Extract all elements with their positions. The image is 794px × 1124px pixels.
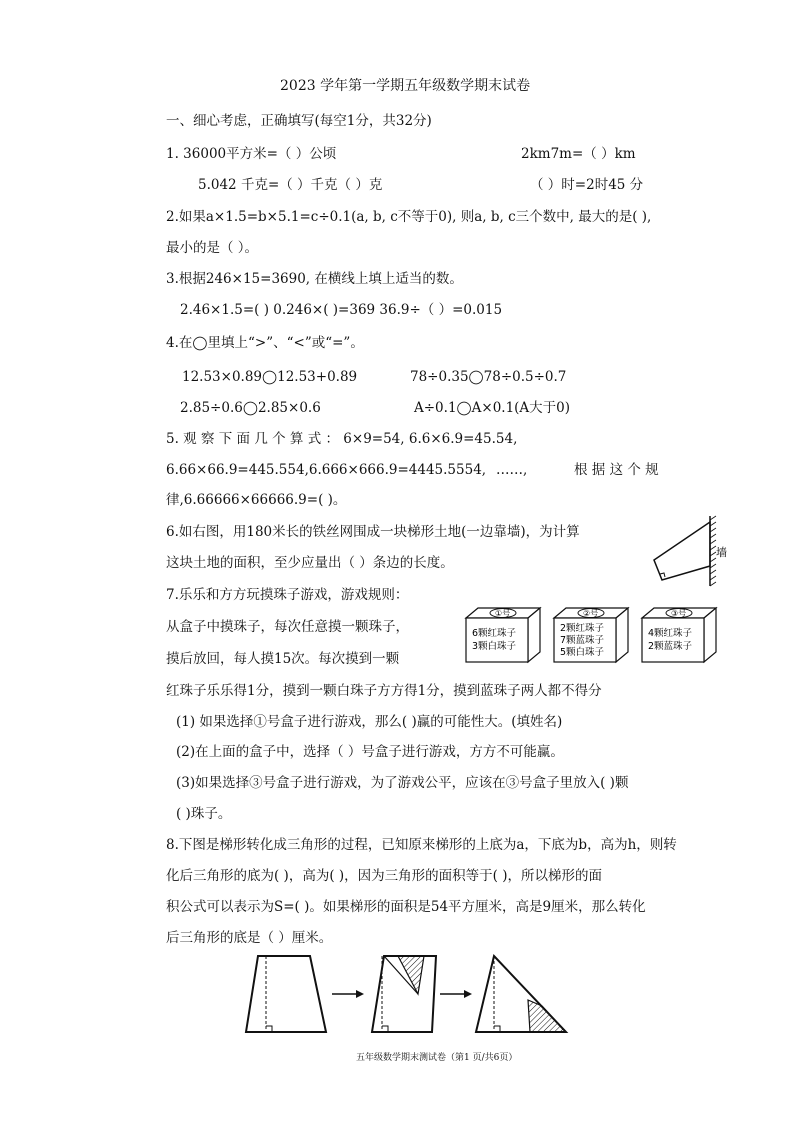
bead-box-2 (554, 606, 634, 666)
q1-line2-right: （ ）时=2时45 分 (530, 177, 644, 193)
box-3-label: ③号 (671, 609, 687, 618)
q5-line2-a: 6.66×66.9=445.554,6.666×666.9=4445.5554, (166, 462, 487, 478)
q5-line3: 律,6.66666×66666.9=( )。 (166, 492, 347, 508)
q3-line1: 3.根据246×15=3690, 在横线上填上适当的数。 (166, 271, 463, 287)
q7-line3: 摸后放回，每人摸15次。每次摸到一颗 (166, 651, 400, 667)
bead-box-1 (466, 606, 546, 666)
q7-sub2: (2)在上面的盒子中，选择（ ）号盒子进行游戏，方方不可能赢。 (176, 744, 564, 760)
box-1-line-2: 3颗白珠子 (472, 641, 517, 652)
q1-line2-left: 5.042 千克=（ ）千克（ ）克 (198, 177, 383, 193)
q4-line1: 4.在◯里填上“>”、“<”或“=”。 (166, 335, 364, 351)
box-2-line-2: 7颗蓝珠子 (560, 635, 605, 646)
box-3-line-2: 2颗蓝珠子 (648, 641, 693, 652)
q4-item2: 78÷0.35◯78÷0.5÷0.7 (410, 369, 567, 385)
q8-line1: 8.下图是梯形转化成三角形的过程，已知原来梯形的上底为a，下底为b，高为h，则转 (166, 837, 677, 853)
trapezoid-wall-figure (648, 514, 728, 594)
q7-sub1: (1) 如果选择①号盒子进行游戏，那么( )赢的可能性大。(填姓名) (176, 714, 563, 730)
q5-line1: 5. 观 察 下 面 几 个 算 式 ： 6×9=54, 6.6×6.9=45.54, (166, 431, 518, 447)
q7-line1: 7.乐乐和方方玩摸珠子游戏，游戏规则： (166, 587, 409, 603)
q1-line1-right: 2km7m=（ ）km (521, 146, 636, 162)
box-2-label: ②号 (583, 609, 599, 618)
q6-line1: 6.如右图，用180米长的铁丝网围成一块梯形土地(一边靠墙)，为计算 (166, 524, 580, 540)
box-3-line-1: 4颗红珠子 (648, 628, 693, 639)
q7-sub3-line2: ( )珠子。 (176, 806, 232, 822)
q7-sub3-line1: (3)如果选择③号盒子进行游戏，为了游戏公平，应该在③号盒子里放入( )颗 (176, 775, 629, 791)
page-footer: 五年级数学期末测试卷（第1 页/共6页） (356, 1053, 518, 1063)
q8-line3: 积公式可以表示为S=( )。如果梯形的面积是54平方厘米，高是9厘米，那么转化 (166, 899, 646, 915)
box-2-line-3: 5颗白珠子 (560, 647, 605, 658)
box-1-label: ①号 (495, 609, 511, 618)
q7-line4: 红珠子乐乐得1分，摸到一颗白珠子方方得1分，摸到蓝珠子两人都不得分 (166, 683, 602, 699)
q8-line4: 后三角形的底是（ ）厘米。 (166, 930, 333, 946)
q6-line2: 这块土地的面积，至少应量出（ ）条边的长度。 (166, 555, 454, 571)
q1-line1-left: 1. 36000平方米=（ ）公顷 (166, 146, 337, 162)
box-2-line-1: 2颗红珠子 (560, 623, 605, 634)
q5-line2-b: ……, (496, 462, 528, 478)
q3-line2: 2.46×1.5=( ) 0.246×( )=369 36.9÷（ ）=0.015 (180, 302, 503, 318)
bead-box-3 (642, 606, 722, 666)
box-1-line-1: 6颗红珠子 (472, 628, 517, 639)
q4-item1: 12.53×0.89◯12.53+0.89 (182, 369, 358, 385)
q4-item3: 2.85÷0.6◯2.85×0.6 (180, 400, 321, 416)
q5-line2-c: 根 据 这 个 规 (574, 462, 659, 478)
q4-item4: A÷0.1◯A×0.1(A大于0) (414, 400, 571, 416)
trapezoid-to-triangle-figure (240, 950, 580, 1036)
q2-line2: 最小的是（ ）。 (166, 240, 259, 256)
q8-line2: 化后三角形的底为( )，高为( )，因为三角形的面积等于( )，所以梯形的面 (166, 868, 602, 884)
q2-line1: 2.如果a×1.5=b×5.1=c÷0.1(a, b, c不等于0), 则a, b, c三个数中, 最大的是( ), (166, 209, 652, 225)
page-title: 2023 学年第一学期五年级数学期末试卷 (280, 78, 531, 94)
section-heading: 一、细心考虑，正确填写(每空1分，共32分) (166, 113, 432, 129)
q7-line2: 从盒子中摸珠子，每次任意摸一颗珠子， (166, 619, 409, 635)
wall-label: 墙 (716, 546, 727, 559)
